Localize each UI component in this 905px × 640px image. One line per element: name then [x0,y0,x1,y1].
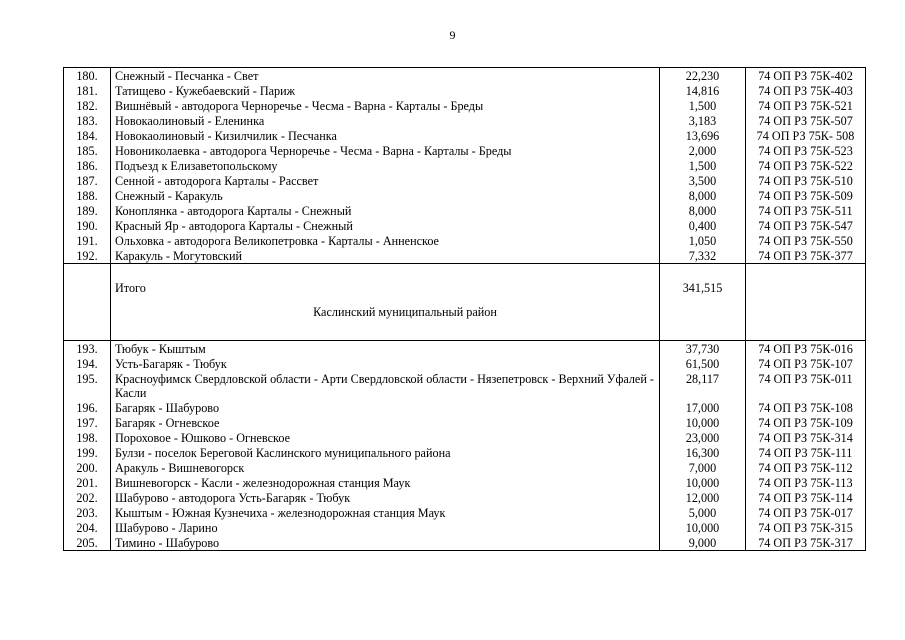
spacer-row [64,324,866,341]
road-length-km: 28,117 [660,371,746,400]
road-code: 74 ОП РЗ 75К-111 [746,445,866,460]
road-name: Коноплянка - автодорога Карталы - Снежный [111,203,660,218]
road-code: 74 ОП РЗ 75К-403 [746,83,866,98]
road-name: Вишневогорск - Касли - железнодорожная станция Маук [111,475,660,490]
road-name: Ольховка - автодорога Великопетровка - Карталы - Анненское [111,233,660,248]
row-number: 180. [64,68,111,84]
road-code: 74 ОП РЗ 75К-113 [746,475,866,490]
row-number: 193. [64,341,111,357]
row-number: 198. [64,430,111,445]
road-length-km: 1,500 [660,98,746,113]
row-number: 197. [64,415,111,430]
road-name: Багаряк - Огневское [111,415,660,430]
road-code: 74 ОП РЗ 75К-507 [746,113,866,128]
road-code: 74 ОП РЗ 75К-108 [746,400,866,415]
spacer-row [64,264,866,281]
table-row [64,430,866,445]
table-row [64,490,866,505]
road-code: 74 ОП РЗ 75К-107 [746,356,866,371]
road-length-km: 3,500 [660,173,746,188]
table-row [64,83,866,98]
road-length-km: 37,730 [660,341,746,357]
table-row [64,475,866,490]
road-name: Новониколаевка - автодорога Черноречье - Чесма - Варна - Карталы - Бреды [111,143,660,158]
road-code: 74 ОП РЗ 75К-011 [746,371,866,400]
row-number: 195. [64,371,111,400]
table-row [64,415,866,430]
table-row [64,460,866,475]
table-row [64,113,866,128]
road-name: Татищево - Кужебаевский - Париж [111,83,660,98]
page-number: 9 [449,28,456,42]
road-length-km: 7,000 [660,460,746,475]
section-title: Каслинский муниципальный район [313,305,497,319]
road-name: Снежный - Песчанка - Свет [111,68,660,84]
road-code: 74 ОП РЗ 75К-402 [746,68,866,84]
table-row [64,203,866,218]
table-body-group-1 [64,68,866,264]
road-length-km: 1,500 [660,158,746,173]
road-code: 74 ОП РЗ 75К-511 [746,203,866,218]
row-number: 199. [64,445,111,460]
road-code: 74 ОП РЗ 75К-547 [746,218,866,233]
road-name: Подъезд к Елизаветопольскому [111,158,660,173]
table-row [64,143,866,158]
road-code: 74 ОП РЗ 75К-522 [746,158,866,173]
table-row [64,520,866,535]
road-length-km: 10,000 [660,415,746,430]
row-number: 205. [64,535,111,551]
road-name: Багаряк - Шабурово [111,400,660,415]
road-name: Вишнёвый - автодорога Черноречье - Чесма - Варна - Карталы - Бреды [111,98,660,113]
row-number: 194. [64,356,111,371]
row-number: 201. [64,475,111,490]
table-row [64,98,866,113]
road-name: Тимино - Шабурово [111,535,660,551]
table-row [64,535,866,551]
road-length-km: 8,000 [660,188,746,203]
road-name: Красноуфимск Свердловской области - Арти Свердловской области - Нязепетровск - Верхний Уфалей - Касли [111,371,660,400]
row-number: 182. [64,98,111,113]
row-number: 184. [64,128,111,143]
road-code: 74 ОП РЗ 75К-521 [746,98,866,113]
table-row [64,233,866,248]
section-row [64,299,866,324]
road-code: 74 ОП РЗ 75К-315 [746,520,866,535]
row-number: 200. [64,460,111,475]
road-code: 74 ОП РЗ 75К-523 [746,143,866,158]
row-number: 188. [64,188,111,203]
row-number: 187. [64,173,111,188]
road-code: 74 ОП РЗ 75К-017 [746,505,866,520]
row-number: 192. [64,248,111,264]
table-row [64,371,866,400]
road-name: Аракуль - Вишневогорск [111,460,660,475]
road-length-km: 12,000 [660,490,746,505]
road-name: Булзи - поселок Береговой Каслинского муниципального района [111,445,660,460]
row-number: 185. [64,143,111,158]
road-name: Снежный - Каракуль [111,188,660,203]
row-number: 181. [64,83,111,98]
road-code: 74 ОП РЗ 75К-377 [746,248,866,264]
road-length-km: 0,400 [660,218,746,233]
road-name: Усть-Багаряк - Тюбук [111,356,660,371]
row-number: 183. [64,113,111,128]
table-row [64,188,866,203]
table-row [64,400,866,415]
road-length-km: 2,000 [660,143,746,158]
road-length-km: 22,230 [660,68,746,84]
road-name: Шабурово - Ларино [111,520,660,535]
road-name: Кыштым - Южная Кузнечиха - железнодорожная станция Маук [111,505,660,520]
summary-row [64,280,866,299]
row-number: 186. [64,158,111,173]
table-row [64,158,866,173]
row-number: 203. [64,505,111,520]
table-row [64,356,866,371]
row-number: 190. [64,218,111,233]
road-length-km: 61,500 [660,356,746,371]
row-number: 191. [64,233,111,248]
table-row [64,68,866,84]
table-row [64,341,866,357]
table-row [64,505,866,520]
road-code: 74 ОП РЗ 75К-509 [746,188,866,203]
table-row [64,248,866,264]
road-length-km: 10,000 [660,520,746,535]
road-length-km: 7,332 [660,248,746,264]
summary-label: Итого [111,280,660,299]
table-row [64,173,866,188]
table-row [64,445,866,460]
row-number: 202. [64,490,111,505]
road-code: 74 ОП РЗ 75К-314 [746,430,866,445]
road-code: 74 ОП РЗ 75К-109 [746,415,866,430]
road-length-km: 23,000 [660,430,746,445]
roads-table [63,67,866,551]
road-length-km: 5,000 [660,505,746,520]
road-name: Пороховое - Юшково - Огневское [111,430,660,445]
road-length-km: 10,000 [660,475,746,490]
table-body-group-2 [64,341,866,551]
road-name: Шабурово - автодорога Усть-Багаряк - Тюбук [111,490,660,505]
row-number: 204. [64,520,111,535]
road-code: 74 ОП РЗ 75К- 508 [746,128,866,143]
road-name: Новокаолиновый - Кизилчилик - Песчанка [111,128,660,143]
row-number: 189. [64,203,111,218]
row-number: 196. [64,400,111,415]
road-name: Тюбук - Кыштым [111,341,660,357]
road-name: Сенной - автодорога Карталы - Рассвет [111,173,660,188]
road-code: 74 ОП РЗ 75К-016 [746,341,866,357]
road-name: Красный Яр - автодорога Карталы - Снежный [111,218,660,233]
road-code: 74 ОП РЗ 75К-510 [746,173,866,188]
road-name: Каракуль - Могутовский [111,248,660,264]
road-length-km: 13,696 [660,128,746,143]
road-length-km: 16,300 [660,445,746,460]
road-code: 74 ОП РЗ 75К-112 [746,460,866,475]
road-length-km: 3,183 [660,113,746,128]
road-length-km: 9,000 [660,535,746,551]
table-row [64,128,866,143]
road-length-km: 17,000 [660,400,746,415]
road-length-km: 14,816 [660,83,746,98]
road-length-km: 8,000 [660,203,746,218]
summary-value: 341,515 [660,280,746,299]
table-summary-block [64,264,866,341]
table-row [64,218,866,233]
road-code: 74 ОП РЗ 75К-114 [746,490,866,505]
road-code: 74 ОП РЗ 75К-550 [746,233,866,248]
road-name: Новокаолиновый - Еленинка [111,113,660,128]
road-length-km: 1,050 [660,233,746,248]
road-code: 74 ОП РЗ 75К-317 [746,535,866,551]
